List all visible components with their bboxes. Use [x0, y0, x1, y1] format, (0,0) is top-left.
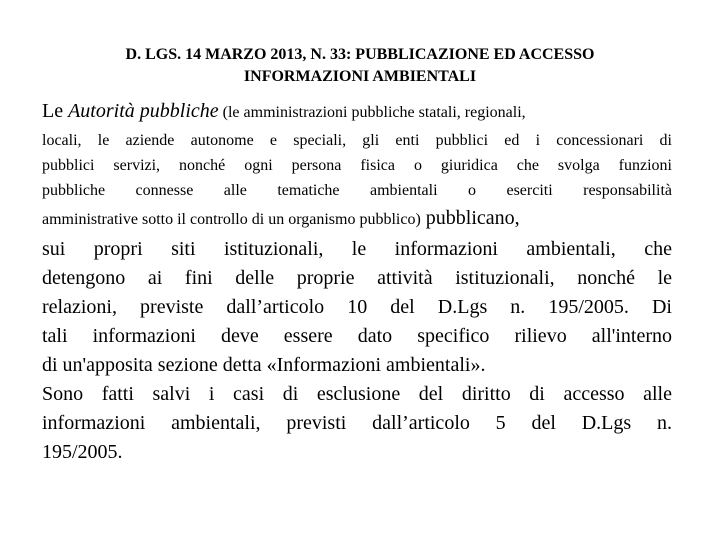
- p1-line-2: locali, le aziende autonome e speciali, gli enti pubblici ed i concessionari di: [42, 132, 672, 149]
- p2-line-1: Sono fatti salvi i casi di esclusione del diritto di accesso alle: [42, 383, 672, 405]
- p1-line-3: pubblici servizi, nonché ogni persona fisica o giuridica che svolga funzioni: [42, 157, 672, 174]
- p1-line-10: di un'apposita sezione detta «Informazioni ambientali».: [42, 354, 486, 376]
- p2-line-3: 195/2005.: [42, 441, 123, 463]
- p1-line-9: tali informazioni deve essere dato specifico rilievo all'interno: [42, 325, 672, 347]
- title-line-1: D. LGS. 14 MARZO 2013, N. 33: PUBBLICAZIONE ED ACCESSO: [125, 46, 595, 63]
- p1-main-start: pubblicano,: [420, 207, 520, 229]
- p1-line-6: sui propri siti istituzionali, le informazioni ambientali, che: [42, 238, 672, 260]
- p1-line-8: relazioni, previste dall’articolo 10 del D.Lgs n. 195/2005. Di: [42, 296, 672, 318]
- p1-lead: Le: [42, 100, 69, 122]
- p1-line-5: [42, 203, 672, 235]
- title-line-2: INFORMAZIONI AMBIENTALI: [243, 68, 477, 85]
- slide-title: [60, 44, 660, 88]
- p1-parenthetical-end: amministrative sotto il controllo di un organismo pubblico): [42, 211, 421, 228]
- slide-body: [42, 96, 672, 467]
- paragraph-1: [42, 96, 672, 380]
- p1-line-1: [42, 96, 672, 128]
- paragraph-2: [42, 380, 672, 467]
- p2-line-2: informazioni ambientali, previsti dall’articolo 5 del D.Lgs n.: [42, 412, 672, 434]
- p1-line-4: pubbliche connesse alle tematiche ambientali o eserciti responsabilità: [42, 182, 672, 199]
- p1-line-7: detengono ai fini delle proprie attività istituzionali, nonché le: [42, 267, 672, 289]
- p1-parenthetical-start: (le amministrazioni pubbliche statali, regionali,: [218, 104, 526, 121]
- p1-emphasis: Autorità pubbliche: [68, 100, 219, 122]
